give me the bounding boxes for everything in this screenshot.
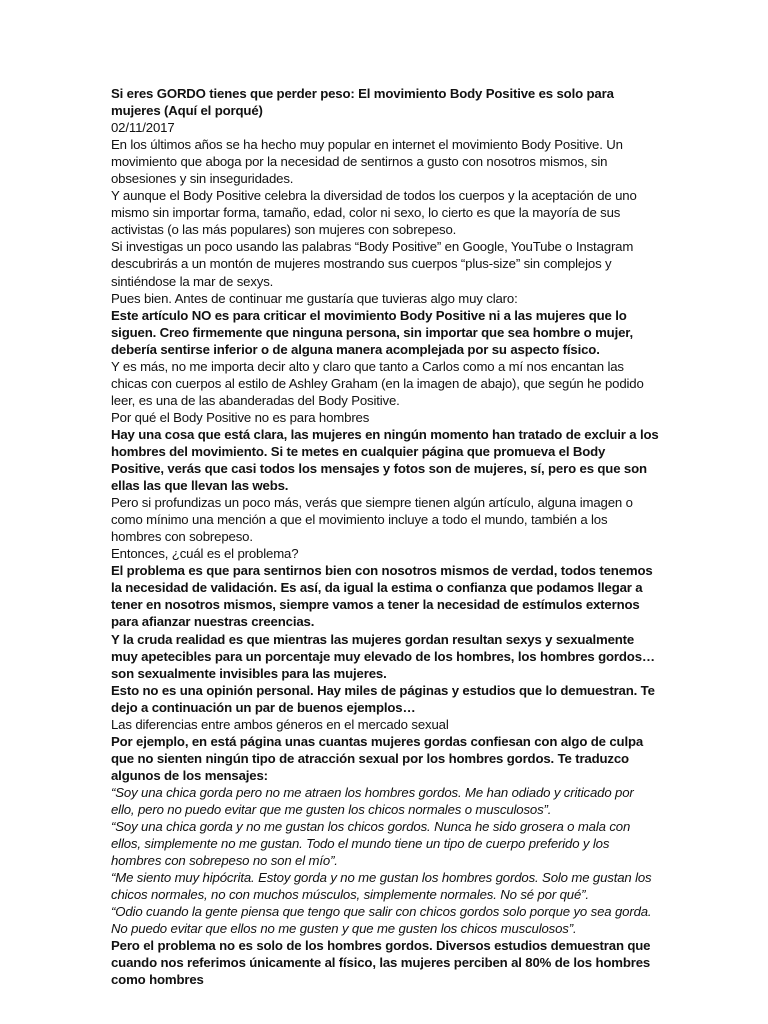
- paragraph: Y la cruda realidad es que mientras las mujeres gordan resultan sexys y sexualmente muy apetecibles para un porcentaje muy elevado de los hombres, los hombres gordos… son sexualmente invisibles para las mujeres.: [111, 631, 655, 681]
- quote: “Odio cuando la gente piensa que tengo que salir con chicos gordos solo porque yo sea gorda. No puedo evitar que ellos no me gusten y que me gusten los chicos musculosos”.: [111, 904, 652, 937]
- paragraph: En los últimos años se ha hecho muy popular en internet el movimiento Body Positive. Un movimiento que aboga por la necesidad de sentirnos a gusto con nosotros mismos, sin obsesiones y sin inseguridades.: [111, 137, 623, 187]
- document-body: [111, 85, 659, 988]
- section-heading: Entonces, ¿cuál es el problema?: [111, 546, 299, 562]
- paragraph: Hay una cosa que está clara, las mujeres en ningún momento han tratado de excluir a los hombres del movimiento. Si te metes en cualquier página que promueva el Body Positive, verás que casi todos los mensajes y fotos son de mujeres, sí, pero es que son ellas las que llevan las webs.: [111, 426, 659, 494]
- paragraph: Y aunque el Body Positive celebra la diversidad de todos los cuerpos y la aceptación de uno mismo sin importar forma, tamaño, edad, color ni sexo, lo cierto es que la mayoría de sus activistas (o las más populares) son mujeres con sobrepeso.: [111, 188, 637, 238]
- paragraph: Pues bien. Antes de continuar me gustaría que tuvieras algo muy claro:: [111, 290, 518, 306]
- paragraph: Esto no es una opinión personal. Hay miles de páginas y estudios que lo demuestran. Te dejo a continuación un par de buenos ejemplos…: [111, 682, 655, 715]
- quote: “Me siento muy hipócrita. Estoy gorda y no me gustan los hombres gordos. Solo me gustan los chicos normales, no con muchos músculos, simplemente normales. No sé por qué”.: [111, 870, 652, 903]
- document-date: 02/11/2017: [111, 120, 175, 136]
- paragraph: Por ejemplo, en está página unas cuantas mujeres gordas confiesan con algo de culpa que no sienten ningún tipo de atracción sexual por los hombres gordos. Te traduzco algunos de los mensajes:: [111, 733, 644, 783]
- paragraph: Pero si profundizas un poco más, verás que siempre tienen algún artículo, alguna imagen o como mínimo una mención a que el movimiento incluye a todo el mundo, también a los hombres con sobrepeso.: [111, 495, 633, 545]
- paragraph: Pero el problema no es solo de los hombres gordos. Diversos estudios demuestran que cuando nos referimos únicamente al físico, las mujeres perciben al 80% de los hombres como hombres: [111, 938, 651, 988]
- disclaimer-paragraph: Este artículo NO es para criticar el movimiento Body Positive ni a las mujeres que lo siguen. Creo firmemente que ninguna persona, sin importar que sea hombre o mujer, debería sentirse inferior o de alguna manera acomplejada por su aspecto físico.: [111, 307, 634, 357]
- quote: “Soy una chica gorda y no me gustan los chicos gordos. Nunca he sido grosera o mala con ellos, simplemente no me gustan. Todo el mundo tiene un tipo de cuerpo preferido y los hombres con sobrepeso no son el mío”.: [111, 819, 631, 869]
- quote: “Soy una chica gorda pero no me atraen los hombres gordos. Me han odiado y criticado por ello, pero no puedo evitar que me gusten los chicos normales o musculosos”.: [111, 784, 634, 817]
- paragraph: El problema es que para sentirnos bien con nosotros mismos de verdad, todos tenemos la necesidad de validación. Es así, da igual la estima o confianza que podamos llegar a tener en nosotros mismos, siempre vamos a tener la necesidad de estímulos externos para afianzar nuestras creencias.: [111, 563, 653, 630]
- section-heading: Las diferencias entre ambos géneros en el mercado sexual: [111, 716, 449, 732]
- section-heading: Por qué el Body Positive no es para hombres: [111, 409, 370, 425]
- paragraph: Si investigas un poco usando las palabras “Body Positive” en Google, YouTube o Instagram descubrirás a un montón de mujeres mostrando sus cuerpos “plus-size” sin complejos y sintiéndose la mar de sexys.: [111, 239, 634, 289]
- document-title: Si eres GORDO tienes que perder peso: El movimiento Body Positive es solo para mujeres (Aquí el porqué): [111, 86, 614, 119]
- paragraph: Y es más, no me importa decir alto y claro que tanto a Carlos como a mí nos encantan las chicas con cuerpos al estilo de Ashley Graham (en la imagen de abajo), que según he podido leer, es una de las abanderadas del Body Positive.: [111, 358, 644, 408]
